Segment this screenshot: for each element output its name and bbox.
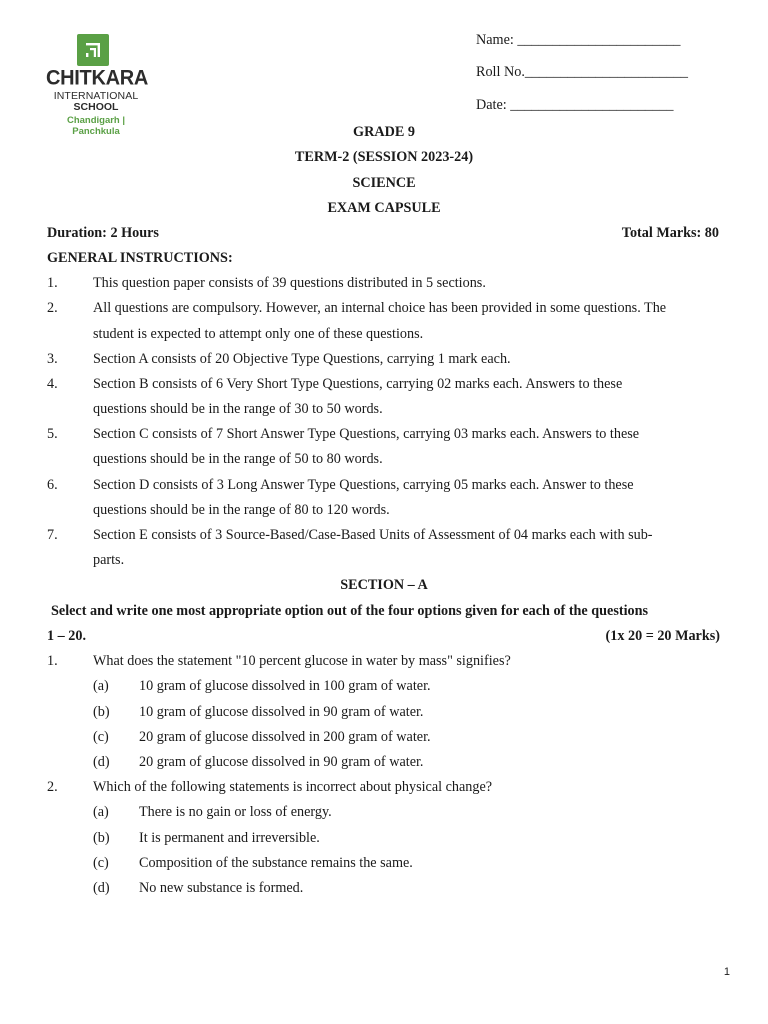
logo-subtitle-1: INTERNATIONAL xyxy=(53,90,139,102)
date-field[interactable]: Date: _______________________ xyxy=(476,97,674,113)
roll-number-field[interactable]: Roll No._______________________ xyxy=(476,64,689,80)
instruction-text-cont: questions should be in the range of 30 to 50 words. xyxy=(93,401,383,417)
option-label: (a) xyxy=(93,678,109,694)
option-label: (b) xyxy=(93,704,110,720)
question-number: 2. xyxy=(47,779,58,795)
instruction-number: 2. xyxy=(47,300,58,316)
instruction-number: 7. xyxy=(47,527,58,543)
option-label: (c) xyxy=(93,729,109,745)
option-text: No new substance is formed. xyxy=(139,880,304,896)
logo-location: Chandigarh | Panchkula xyxy=(66,115,126,137)
exam-title: EXAM CAPSULE xyxy=(327,200,441,216)
section-a-range: 1 – 20. xyxy=(47,628,87,644)
total-marks-label: Total Marks: 80 xyxy=(621,225,719,241)
term-heading: TERM-2 (SESSION 2023-24) xyxy=(294,149,474,165)
option-label: (a) xyxy=(93,804,109,820)
subject-heading: SCIENCE xyxy=(352,175,416,191)
logo-mark-icon xyxy=(77,34,109,66)
option-text: 10 gram of glucose dissolved in 90 gram of water. xyxy=(139,704,424,720)
section-a-instruction: Select and write one most appropriate option out of the four options given for each of the questions xyxy=(51,603,649,619)
school-logo xyxy=(46,34,149,137)
instruction-text-cont: questions should be in the range of 80 to 120 words. xyxy=(93,502,390,518)
name-field[interactable]: Name: _______________________ xyxy=(476,32,681,48)
option-text: 20 gram of glucose dissolved in 200 gram of water. xyxy=(139,729,431,745)
option-text: 20 gram of glucose dissolved in 90 gram of water. xyxy=(139,754,424,770)
section-a-marks: (1x 20 = 20 Marks) xyxy=(605,628,720,644)
option-text: 10 gram of glucose dissolved in 100 gram of water. xyxy=(139,678,431,694)
instruction-text: Section C consists of 7 Short Answer Type Questions, carrying 03 marks each. Answers to these xyxy=(93,426,640,442)
instruction-text: Section A consists of 20 Objective Type Questions, carrying 1 mark each. xyxy=(93,351,511,367)
option-label: (d) xyxy=(93,880,110,896)
instruction-text: All questions are compulsory. However, an internal choice has been provided in some questions. The xyxy=(93,300,667,316)
instruction-number: 3. xyxy=(47,351,58,367)
option-text: There is no gain or loss of energy. xyxy=(139,804,332,820)
question-number: 1. xyxy=(47,653,58,669)
instruction-text-cont: parts. xyxy=(93,552,125,568)
option-text: It is permanent and irreversible. xyxy=(139,830,320,846)
instruction-number: 5. xyxy=(47,426,58,442)
option-text: Composition of the substance remains the same. xyxy=(139,855,413,871)
instruction-text-cont: questions should be in the range of 50 to 80 words. xyxy=(93,451,383,467)
option-label: (b) xyxy=(93,830,110,846)
section-a-heading: SECTION – A xyxy=(340,577,428,593)
instruction-text: Section D consists of 3 Long Answer Type Questions, carrying 05 marks each. Answer to these xyxy=(93,477,634,493)
option-label: (c) xyxy=(93,855,109,871)
question-text: Which of the following statements is incorrect about physical change? xyxy=(93,779,493,795)
instruction-text: Section B consists of 6 Very Short Type Questions, carrying 02 marks each. Answers to these xyxy=(93,376,623,392)
grade-heading: GRADE 9 xyxy=(353,124,415,140)
instruction-number: 1. xyxy=(47,275,58,291)
instructions-heading: GENERAL INSTRUCTIONS: xyxy=(47,250,233,266)
instruction-text-cont: student is expected to attempt only one of these questions. xyxy=(93,326,424,342)
logo-name: CHITKARA xyxy=(46,66,149,90)
logo-subtitle-2: SCHOOL xyxy=(73,101,119,113)
instruction-number: 4. xyxy=(47,376,58,392)
instruction-text: Section E consists of 3 Source-Based/Case-Based Units of Assessment of 04 marks each with sub- xyxy=(93,527,653,543)
instruction-text: This question paper consists of 39 questions distributed in 5 sections. xyxy=(93,275,486,291)
option-label: (d) xyxy=(93,754,110,770)
page-number: 1 xyxy=(723,966,730,978)
duration-label: Duration: 2 Hours xyxy=(47,225,159,241)
question-text: What does the statement "10 percent glucose in water by mass" signifies? xyxy=(93,653,511,669)
instruction-number: 6. xyxy=(47,477,58,493)
